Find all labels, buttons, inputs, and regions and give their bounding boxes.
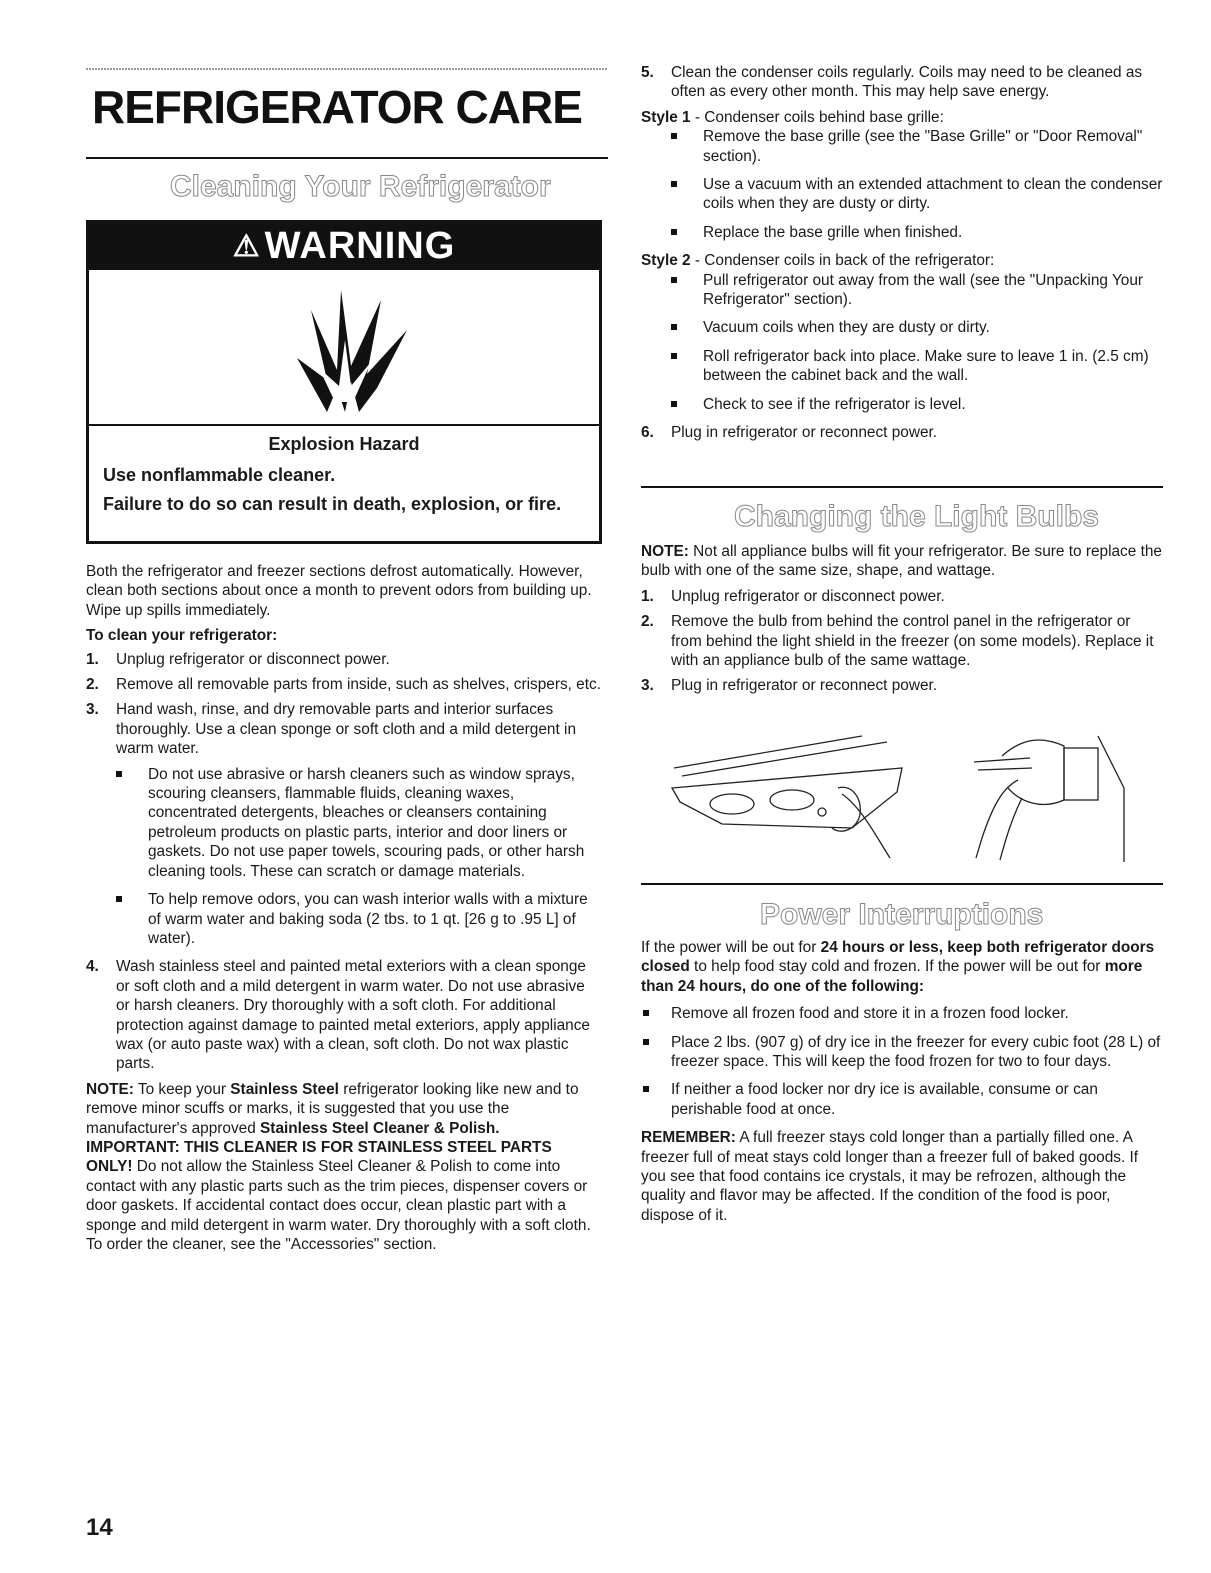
style-2-bullet: Vacuum coils when they are dusty or dirty.	[641, 318, 1163, 337]
cleaning-step-4: 4. Wash stainless steel and painted metal exteriors with a clean sponge or soft cloth and a mild detergent in warm water. Do not use abrasive or harsh cleaners. Dry thoroughly with a soft cloth. For additional protection against damage to painted metal exteriors, apply appliance wax (or auto paste wax) with a clean, soft cloth. Do not wax plastic parts.	[86, 958, 590, 1073]
important-note: IMPORTANT: THIS CLEANER IS FOR STAINLESS STEEL PARTS ONLY! Do not allow the Stainless Steel Cleaner & Polish to come into contact with any plastic parts such as the trim pieces, dispenser covers or door gaskets. If accidental contact does occur, clean plastic part with a sponge and mild detergent in warm water. Dry thoroughly with a soft cloth. To order the cleaner, see the "Accessories" section.	[86, 1138, 591, 1253]
cleaning-step-2: 2. Remove all removable parts from inside, such as shelves, crispers, etc.	[86, 676, 601, 694]
cleaning-step-3-bullet: To help remove odors, you can wash interior walls with a mixture of warm water and baking soda (2 tbs. to 1 qt. [26 g to .95 L] of water).	[86, 890, 602, 948]
section-divider	[641, 883, 1163, 885]
top-dotted-rule	[86, 68, 608, 70]
warning-box	[86, 220, 602, 544]
cleaning-intro: Both the refrigerator and freezer sections defrost automatically. However, clean both sections about once a month to prevent odors from building up. Wipe up spills immediately.	[86, 563, 592, 619]
cleaning-step-5: 5. Clean the condenser coils regularly. Coils may need to be cleaned as often as every other month. This may help save energy.	[641, 64, 1143, 101]
section-divider	[641, 486, 1163, 488]
bulbs-step-1: 1. Unplug refrigerator or disconnect power.	[641, 587, 945, 605]
warning-label: WARNING	[264, 225, 456, 267]
style-1-bullet: Use a vacuum with an extended attachment to clean the condenser coils when they are dusty or dirty.	[641, 175, 1163, 214]
style-1-label: Style 1 - Condenser coils behind base grille:	[641, 108, 944, 126]
stainless-note: NOTE: To keep your Stainless Steel refrigerator looking like new and to remove minor scuffs or marks, it is suggested that you use the manufacturer's approved Stainless Steel Cleaner & Polish.	[86, 1080, 579, 1137]
hazard-title: Explosion Hazard	[268, 434, 420, 454]
power-intro: If the power will be out for 24 hours or less, keep both refrigerator doors closed to help food stay cold and frozen. If the power will be out for more than 24 hours, do one of the following:	[641, 939, 1155, 995]
style-1-bullet: Replace the base grille when finished.	[641, 223, 1163, 242]
bulbs-note: NOTE: Not all appliance bulbs will fit your refrigerator. Be sure to replace the bulb with one of the same size, shape, and wattage.	[641, 543, 1162, 580]
explosion-icon	[89, 270, 599, 424]
page-number: 14	[86, 1514, 113, 1541]
bulbs-body	[641, 542, 1163, 702]
warning-header	[89, 223, 599, 270]
power-body	[641, 938, 1163, 1225]
warning-line-2: Failure to do so can result in death, explosion, or fire.	[103, 494, 562, 514]
power-bullet: Remove all frozen food and store it in a frozen food locker.	[641, 1004, 1163, 1023]
warning-line-1: Use nonflammable cleaner.	[103, 465, 336, 485]
style-2-bullet: Check to see if the refrigerator is level.	[641, 395, 1163, 414]
section-title-power: Power Interruptions	[760, 898, 1044, 931]
section-divider	[86, 157, 608, 159]
cleaning-step-3-bullet: Do not use abrasive or harsh cleaners such as window sprays, scouring cleansers, flammable fluids, cleaning waxes, concentrated detergents, bleaches or cleansers containing petroleum products on plastic parts, interior and door liners or gaskets. Do not use paper towels, scouring pads, or other harsh cleaning tools. These can scratch or damage materials.	[86, 765, 602, 881]
style-2-bullet: Pull refrigerator out away from the wall (see the "Unpacking Your Refrigerator" section).	[641, 271, 1163, 310]
light-bulb-illustration	[662, 728, 1140, 866]
cleaning-step-3: 3. Hand wash, rinse, and dry removable parts and interior surfaces thoroughly. Use a clean sponge or soft cloth and a mild detergent in warm water.	[86, 701, 577, 758]
section-title-cleaning: Cleaning Your Refrigerator	[170, 170, 551, 203]
style-2-label: Style 2 - Condenser coils in back of the refrigerator:	[641, 252, 995, 270]
style-1-bullet: Remove the base grille (see the "Base Grille" or "Door Removal" section).	[641, 127, 1163, 166]
explosion-pictogram	[89, 270, 599, 426]
condenser-steps	[641, 63, 1163, 449]
bulbs-step-3: 3. Plug in refrigerator or reconnect power.	[641, 677, 938, 695]
power-bullet: If neither a food locker nor dry ice is available, consume or can perishable food at once.	[641, 1080, 1163, 1119]
cleaning-step-1: 1. Unplug refrigerator or disconnect power.	[86, 650, 390, 668]
style-2-bullet: Roll refrigerator back into place. Make sure to leave 1 in. (2.5 cm) between the cabinet back and the wall.	[641, 347, 1163, 386]
power-bullet: Place 2 lbs. (907 g) of dry ice in the freezer for every cubic foot (28 L) of freezer space. This will keep the food frozen for two to four days.	[641, 1033, 1163, 1072]
remember-note: REMEMBER: A full freezer stays cold longer than a partially filled one. A freezer full of meat stays cold longer than a freezer full of baked goods. If you see that food contains ice crystals, it may be refrozen, although the quality and flavor may be affected. If the condition of the food is poor, dispose of it.	[641, 1129, 1139, 1224]
cleaning-subhead: To clean your refrigerator:	[86, 627, 278, 645]
section-title-bulbs: Changing the Light Bulbs	[734, 500, 1099, 533]
page-title: REFRIGERATOR CARE	[92, 81, 582, 133]
cleaning-step-6: 6. Plug in refrigerator or reconnect power.	[641, 424, 938, 442]
warning-triangle-icon: ⚠	[232, 230, 261, 263]
bulbs-step-2: 2. Remove the bulb from behind the control panel in the refrigerator or from behind the light shield in the freezer (on some models). Replace it with an appliance bulb of the same wattage.	[641, 613, 1154, 670]
cleaning-body	[86, 562, 602, 1254]
